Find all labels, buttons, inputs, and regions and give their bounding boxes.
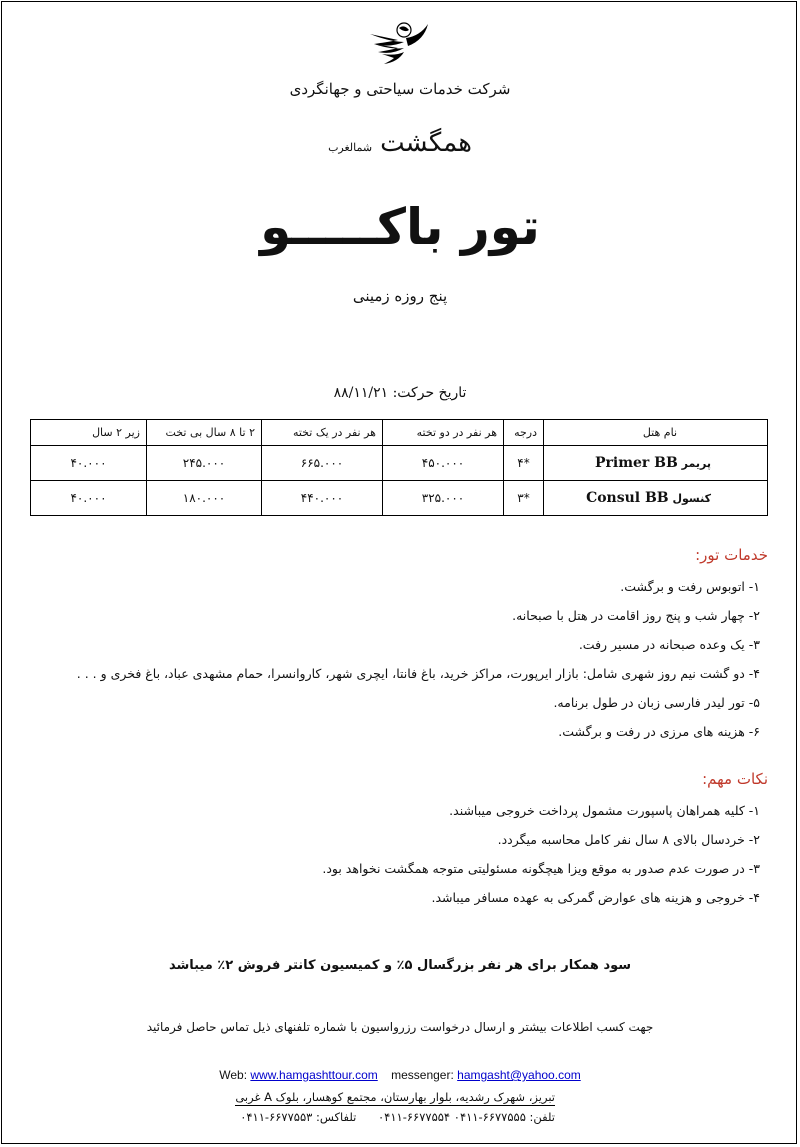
- header-double: هر نفر در دو تخته: [383, 420, 504, 446]
- list-item: ۱- کلیه همراهان پاسپورت مشمول پرداخت خروجی میباشند.: [449, 803, 760, 818]
- commission-note: سود همکار برای هر نفر بزرگسال ۵٪ و کمیسیون کانتر فروش ۲٪ میباشد: [168, 958, 632, 973]
- price-single: ۶۶۵.۰۰۰: [262, 446, 383, 481]
- hotel-grade: *۴: [504, 446, 544, 481]
- price-table: [30, 419, 768, 516]
- header-single: هر نفر در یک تخته: [262, 420, 383, 446]
- price-infant: ۴۰.۰۰۰: [31, 481, 147, 516]
- web-label: Web:: [219, 1068, 248, 1082]
- company-logo: [362, 14, 432, 74]
- price-double: ۴۵۰.۰۰۰: [383, 446, 504, 481]
- hotel-cell: [544, 481, 768, 516]
- list-item: ۴- خروجی و هزینه های عوارض گمرکی به عهده مسافر میباشد.: [431, 890, 760, 905]
- company-name: شرکت خدمات سیاحتی و جهانگردی: [289, 80, 511, 98]
- phone-numbers: تلفن: ۶۶۷۷۵۵۵-۰۴۱۱ ۶۶۷۷۵۵۴-۰۴۱۱: [377, 1110, 555, 1124]
- services-title: خدمات تور:: [695, 546, 768, 564]
- price-infant: ۴۰.۰۰۰: [31, 446, 147, 481]
- brand-name: همگشت: [380, 128, 472, 158]
- price-child: ۱۸۰.۰۰۰: [147, 481, 262, 516]
- header-hotel: نام هتل: [544, 420, 768, 446]
- hotel-name-fa: پریمر: [681, 457, 711, 470]
- contact-note: جهت کسب اطلاعات بیشتر و ارسال درخواست رزرواسیون با شماره تلفنهای ذیل تماس حاصل فرمائید: [146, 1020, 654, 1034]
- list-item: ۴- دو گشت نیم روز شهری شامل: بازار ایرپورت، مراکز خرید، باغ فانتا، ایچری شهر، کاروانسرا، حمام مشهدی عباد، باغ فخری و . . .: [76, 666, 760, 681]
- hotel-grade: *۳: [504, 481, 544, 516]
- price-single: ۴۴۰.۰۰۰: [262, 481, 383, 516]
- notes-list: [322, 796, 760, 912]
- list-item: ۲- خردسال بالای ۸ سال نفر کامل محاسبه میگردد.: [497, 832, 760, 847]
- list-item: ۱- اتوبوس رفت و برگشت.: [620, 579, 760, 594]
- list-item: ۵- تور لیدر فارسی زبان در طول برنامه.: [553, 695, 760, 710]
- website-link[interactable]: www.hamgashttour.com: [250, 1068, 378, 1082]
- departure-date: تاریخ حرکت: ۸۸/۱۱/۲۱: [333, 385, 467, 401]
- header-grade: درجه: [504, 420, 544, 446]
- messenger-link[interactable]: hamgasht@yahoo.com: [457, 1068, 581, 1082]
- brand-row: [0, 128, 800, 158]
- price-child: ۲۴۵.۰۰۰: [147, 446, 262, 481]
- web-row: [0, 1068, 800, 1082]
- tour-duration: پنج روزه زمینی: [352, 287, 448, 305]
- brand-region: شمالغرب: [328, 141, 373, 154]
- header-child: ۲ تا ۸ سال بی تخت: [147, 420, 262, 446]
- list-item: ۳- در صورت عدم صدور به موقع ویزا هیچگونه مسئولیتی متوجه همگشت نخواهد بود.: [322, 861, 760, 876]
- price-double: ۳۲۵.۰۰۰: [383, 481, 504, 516]
- hotel-name-en: Primer BB: [594, 455, 678, 471]
- table-row: [31, 481, 768, 516]
- notes-title: نکات مهم:: [702, 770, 768, 788]
- list-item: ۶- هزینه های مرزی در رفت و برگشت.: [558, 724, 760, 739]
- hotel-name-fa: کنسول: [672, 492, 711, 505]
- hotel-cell: [544, 446, 768, 481]
- header-infant: زیر ۲ سال: [31, 420, 147, 446]
- tour-title: تور باکـــــو: [260, 198, 540, 256]
- list-item: ۳- یک وعده صبحانه در مسیر رفت.: [578, 637, 760, 652]
- table-row: [31, 446, 768, 481]
- price-table-header: [31, 420, 768, 446]
- address: تبریز، شهرک رشدیه، بلوار بهارستان، مجتمع کوهسار، بلوک A غربی: [235, 1090, 555, 1104]
- messenger-label: messenger:: [391, 1068, 454, 1082]
- phone-row: [222, 1110, 555, 1124]
- services-list: [77, 572, 760, 746]
- hotel-name-en: Consul BB: [586, 490, 669, 506]
- fax-number: تلفاکس: ۶۶۷۷۵۵۳-۰۴۱۱: [240, 1110, 357, 1124]
- list-item: ۲- چهار شب و پنج روز اقامت در هتل با صبحانه.: [512, 608, 760, 623]
